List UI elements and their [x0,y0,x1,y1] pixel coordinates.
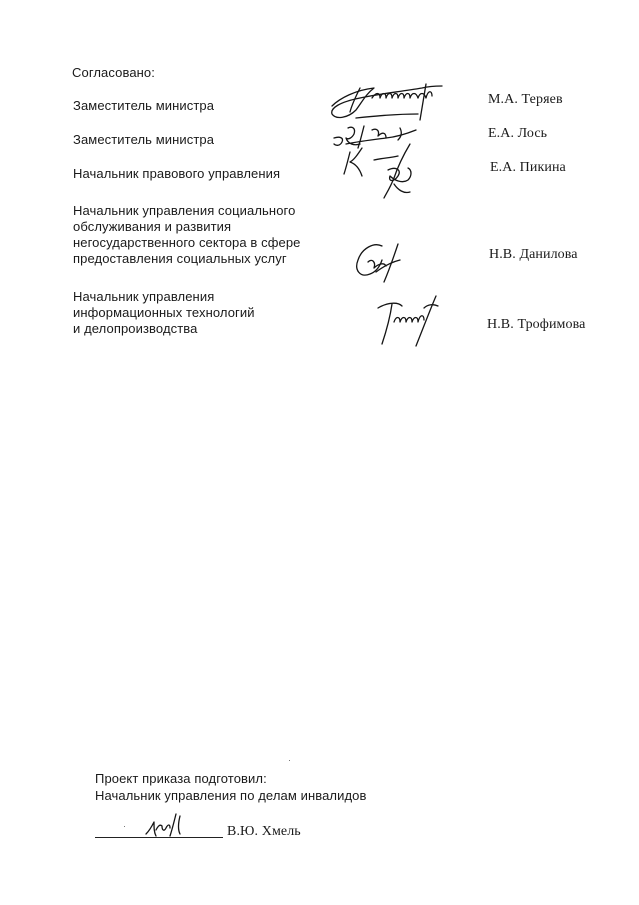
approver-position-line: обслуживания и развития [73,219,232,234]
scan-speck [289,760,290,761]
preparer-name: В.Ю. Хмель [227,824,301,839]
approver-name: М.А. Теряев [488,92,563,107]
approver-position: Начальник правового управления [73,166,281,181]
approver-position-line: Начальник управления социального [73,203,296,218]
approver-name: Е.А. Пикина [490,160,566,175]
approver-name: Е.А. Лось [488,126,548,141]
approver-position-line: информационных технологий [73,305,255,320]
approver-position: Заместитель министра [73,132,215,147]
prepared-position: Начальник управления по делам инвалидов [95,788,367,803]
scan-speck [124,826,125,827]
approver-position-line: предоставления социальных услуг [73,251,287,266]
approver-position: Заместитель министра [73,98,215,113]
approver-name: Н.В. Данилова [489,247,578,262]
signature-trofimova-icon [374,294,444,350]
approver-position-line: и делопроизводства [73,321,198,336]
approval-heading: Согласовано: [72,65,155,80]
approver-name: Н.В. Трофимова [487,317,586,332]
approver-position-line: Начальник управления [73,289,215,304]
signature-line [95,837,223,838]
signature-khmel-icon [142,810,188,840]
signature-pikina-icon [336,140,426,200]
approver-position-line: негосударственного сектора в сфере [73,235,301,250]
signature-danilova-icon [352,240,412,286]
prepared-heading: Проект приказа подготовил: [95,771,267,786]
